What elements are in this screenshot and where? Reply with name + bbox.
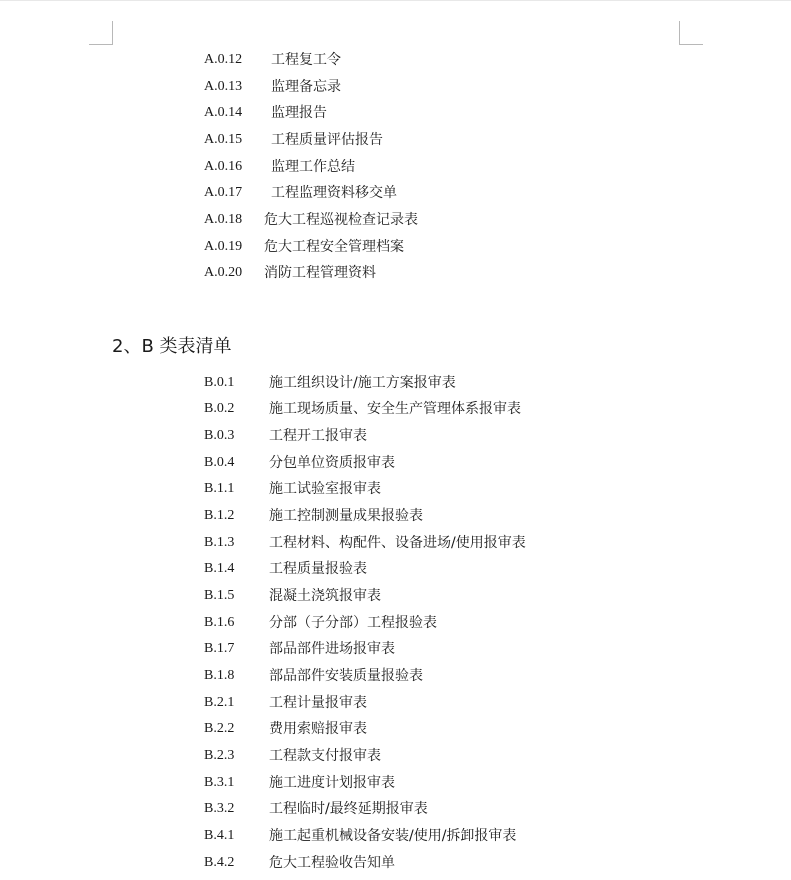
item-code: B.1.7: [204, 641, 235, 656]
item-code: B.2.1: [204, 695, 235, 710]
item-code: B.3.1: [204, 775, 235, 790]
item-title: 消防工程管理资料: [264, 265, 376, 281]
item-title: 混凝土浇筑报审表: [269, 588, 381, 604]
item-title: 工程材料、构配件、设备进场/使用报审表: [269, 535, 526, 551]
item-code: B.0.3: [204, 428, 235, 443]
item-title: 费用索赔报审表: [269, 721, 367, 737]
item-title: 工程款支付报审表: [269, 748, 381, 764]
item-code: B.0.1: [204, 375, 235, 390]
item-code: B.1.8: [204, 668, 235, 683]
item-title: 监理报告: [271, 105, 327, 121]
item-code: A.0.17: [204, 185, 243, 200]
item-title: 工程质量报验表: [269, 561, 367, 577]
item-title: 施工进度计划报审表: [269, 775, 395, 791]
item-code: B.4.1: [204, 828, 235, 843]
crop-mark-top-left: [112, 21, 113, 44]
item-code: B.4.2: [204, 855, 235, 870]
item-code: A.0.20: [204, 265, 243, 280]
item-code: A.0.12: [204, 52, 243, 67]
item-code: B.0.2: [204, 401, 235, 416]
item-code: B.2.2: [204, 721, 235, 736]
item-code: A.0.16: [204, 159, 243, 174]
item-title: 危大工程巡视检查记录表: [264, 212, 418, 228]
item-title: 施工试验室报审表: [269, 481, 381, 497]
item-code: A.0.15: [204, 132, 243, 147]
item-title: 施工组织设计/施工方案报审表: [269, 375, 456, 391]
item-title: 部品部件安装质量报验表: [269, 668, 423, 684]
item-title: 施工起重机械设备安装/使用/拆卸报审表: [269, 828, 517, 844]
item-title: 危大工程安全管理档案: [264, 239, 404, 255]
item-title: 监理备忘录: [271, 79, 341, 95]
item-title: 危大工程验收告知单: [269, 855, 395, 871]
item-title: 施工现场质量、安全生产管理体系报审表: [269, 401, 521, 417]
item-title: 分部（子分部）工程报验表: [269, 615, 437, 631]
section-b-heading: 2、B 类表清单: [112, 336, 232, 357]
item-title: 监理工作总结: [271, 159, 355, 175]
item-code: B.1.1: [204, 481, 235, 496]
page-top-border: [0, 0, 791, 1]
item-code: A.0.18: [204, 212, 243, 227]
crop-mark-top-right: [679, 44, 703, 45]
item-code: B.1.5: [204, 588, 235, 603]
item-code: B.1.6: [204, 615, 235, 630]
item-code: A.0.19: [204, 239, 243, 254]
item-code: B.3.2: [204, 801, 235, 816]
item-code: B.1.2: [204, 508, 235, 523]
item-title: 施工控制测量成果报验表: [269, 508, 423, 524]
item-title: 部品部件进场报审表: [269, 641, 395, 657]
crop-mark-top-right: [679, 21, 680, 44]
item-title: 工程质量评估报告: [271, 132, 383, 148]
item-title: 工程开工报审表: [269, 428, 367, 444]
item-code: B.1.3: [204, 535, 235, 550]
item-title: 工程复工令: [271, 52, 341, 68]
item-title: 分包单位资质报审表: [269, 455, 395, 471]
item-code: B.2.3: [204, 748, 235, 763]
item-title: 工程监理资料移交单: [271, 185, 397, 201]
item-title: 工程临时/最终延期报审表: [269, 801, 428, 817]
item-code: A.0.14: [204, 105, 243, 120]
item-code: A.0.13: [204, 79, 243, 94]
item-code: B.0.4: [204, 455, 235, 470]
crop-mark-top-left: [89, 44, 113, 45]
item-title: 工程计量报审表: [269, 695, 367, 711]
item-code: B.1.4: [204, 561, 235, 576]
